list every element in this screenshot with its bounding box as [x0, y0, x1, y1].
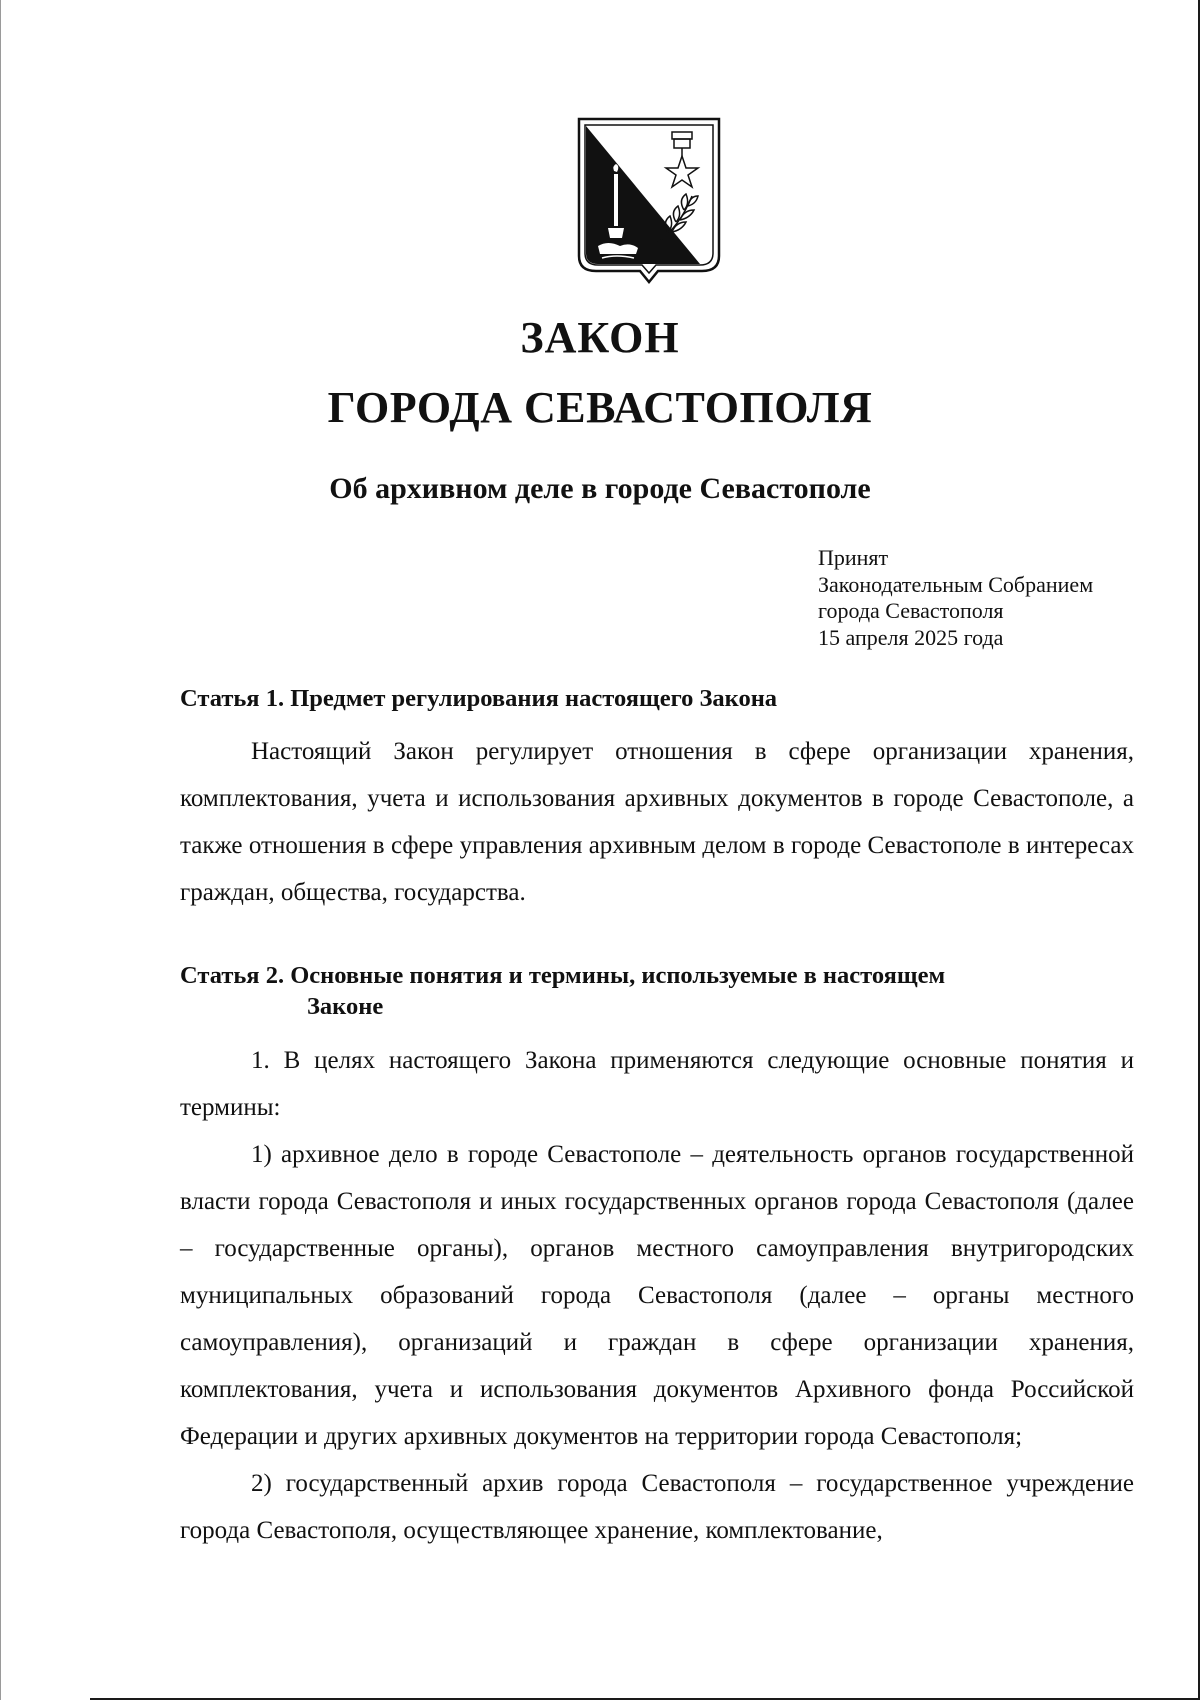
article-2-body	[180, 1037, 1134, 1554]
law-subject: Об архивном деле в городе Севастополе	[329, 472, 871, 505]
article-2-heading-line: Законе	[307, 993, 384, 1020]
article-1-body	[180, 728, 1134, 916]
article-1-heading: Статья 1. Предмет регулирования настоящего Закона	[180, 685, 778, 712]
paragraph: 1. В целях настоящего Закона применяются следующие основные понятия и термины:	[180, 1047, 1134, 1121]
sevastopol-coat-of-arms-icon	[576, 116, 722, 292]
adoption-line: Принят	[818, 545, 889, 570]
adoption-line: Законодательным Собранием	[818, 571, 1094, 597]
paragraph: 2) государственный архив города Севастополя – государственное учреждение города Севастополя, осуществляющее хранение, комплектование,	[180, 1470, 1134, 1544]
law-title: ЗАКОН	[520, 313, 680, 362]
scan-edge-left	[0, 0, 1, 1700]
paragraph: 1) архивное дело в городе Севастополе – деятельность органов государственной власти города Севастополя и иных государственных органов города Севастополя (далее – государственные органы), органов местного самоуправления внутригородских муниципальных образований города Севастополя (далее – органы местного самоуправления), организаций и граждан в сфере организации хранения, комплектования, учета и использования документов Архивного фонда Российской Федерации и других архивных документов на территории города Севастополя;	[180, 1141, 1134, 1450]
paragraph: Настоящий Закон регулирует отношения в сфере организации хранения, комплектования, учета и использования архивных документов в городе Севастополе, а также отношения в сфере управления архивным делом в городе Севастополе в интересах граждан, общества, государства.	[180, 738, 1134, 906]
adoption-line: города Севастополя	[818, 598, 1004, 623]
city-title: ГОРОДА СЕВАСТОПОЛЯ	[327, 383, 873, 432]
article-2-heading	[180, 960, 1134, 1022]
adoption-date: 15 апреля 2025 года	[818, 624, 1004, 650]
article-1	[180, 683, 1134, 714]
article-2-heading-line: Статья 2. Основные понятия и термины, используемые в настоящем	[180, 962, 946, 989]
adoption-block	[818, 545, 1138, 651]
article-2	[180, 960, 1134, 1022]
